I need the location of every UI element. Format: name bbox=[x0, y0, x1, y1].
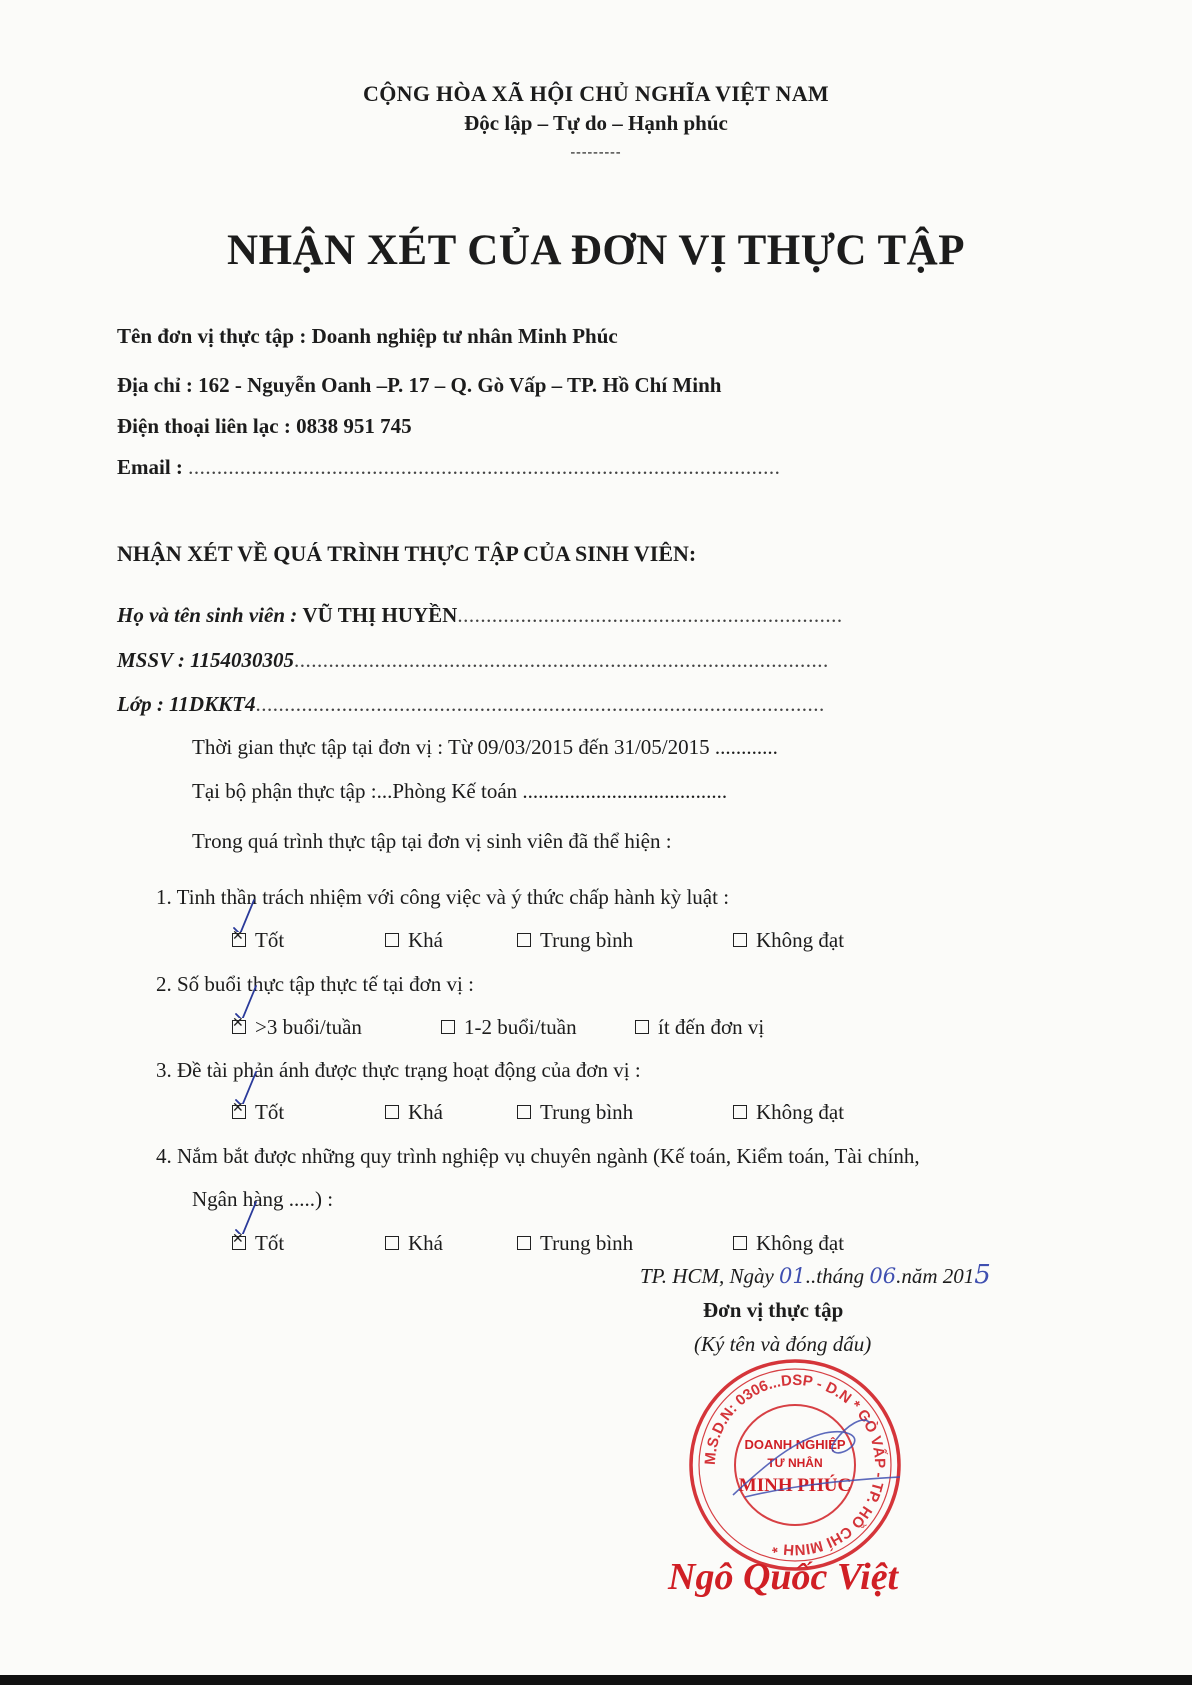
checkbox-icon bbox=[733, 1236, 747, 1250]
header-divider: --------- bbox=[570, 145, 622, 160]
unit-phone: Điện thoại liên lạc : 0838 951 745 bbox=[117, 414, 412, 438]
signature-note: (Ký tên và đóng dấu) bbox=[694, 1332, 872, 1356]
checkbox-icon bbox=[517, 933, 531, 947]
svg-text:M.S.D.N: 0306...DSP - D.N * GÒ: M.S.D.N: 0306...DSP - D.N * GÒ VẤP - TP. HỒ CHÍ MINH * bbox=[701, 1371, 889, 1559]
checkbox-icon bbox=[733, 933, 747, 947]
student-name-value: VŨ THỊ HUYỀN bbox=[302, 603, 458, 627]
student-class-value: 11DKKT4 bbox=[169, 692, 256, 716]
unit-address: Địa chỉ : 162 - Nguyễn Oanh –P. 17 – Q. Gò Vấp – TP. Hồ Chí Minh bbox=[117, 373, 722, 397]
pen-tick-icon bbox=[232, 1070, 258, 1104]
student-class-row bbox=[117, 692, 825, 717]
student-id-label: MSSV : bbox=[117, 648, 191, 672]
evaluation-intro: Trong quá trình thực tập tại đơn vị sinh viên đã thể hiện : bbox=[192, 829, 672, 853]
student-id-dots: ............................................................................................. bbox=[294, 648, 829, 672]
q1-option-fail[interactable]: Không đạt bbox=[733, 928, 844, 953]
handwritten-year-digit: 5 bbox=[974, 1260, 991, 1290]
company-seal-stamp bbox=[675, 1345, 915, 1585]
q3-option-fair[interactable]: Khá bbox=[385, 1100, 443, 1125]
q2-option-1-2[interactable]: 1-2 buổi/tuần bbox=[441, 1015, 577, 1040]
student-id-row bbox=[117, 648, 829, 673]
handwritten-day: 01 bbox=[779, 1264, 806, 1288]
q4-option-fail[interactable]: Không đạt bbox=[733, 1231, 844, 1256]
svg-text:TƯ NHÂN: TƯ NHÂN bbox=[767, 1456, 823, 1470]
signature-unit-label: Đơn vị thực tập bbox=[703, 1298, 844, 1322]
question-1: 1. Tinh thần trách nhiệm với công việc và ý thức chấp hành kỳ luật : bbox=[156, 885, 730, 909]
checkbox-checked-icon bbox=[232, 1105, 246, 1119]
student-class-label: Lớp : bbox=[117, 692, 170, 716]
q3-option-fail[interactable]: Không đạt bbox=[733, 1100, 844, 1125]
q4-option-good[interactable]: ✕Tốt bbox=[232, 1231, 284, 1256]
checkbox-icon bbox=[517, 1105, 531, 1119]
q1-option-good[interactable]: ✕Tốt bbox=[232, 928, 284, 953]
checkbox-icon bbox=[733, 1105, 747, 1119]
pen-tick-icon bbox=[232, 1200, 258, 1234]
checkbox-icon bbox=[517, 1236, 531, 1250]
email-label: Email : bbox=[117, 455, 189, 479]
question-3: 3. Đề tài phản ánh được thực trạng hoạt động của đơn vị : bbox=[156, 1058, 641, 1082]
svg-text:MINH PHÚC: MINH PHÚC bbox=[738, 1475, 852, 1496]
document-title: NHẬN XÉT CỦA ĐƠN VỊ THỰC TẬP bbox=[227, 227, 965, 274]
q1-option-fair[interactable]: Khá bbox=[385, 928, 443, 953]
unit-name: Tên đơn vị thực tập : Doanh nghiệp tư nhân Minh Phúc bbox=[117, 324, 618, 348]
checkbox-icon bbox=[385, 1105, 399, 1119]
handwritten-month: 06 bbox=[869, 1264, 897, 1288]
national-title: CỘNG HÒA XÃ HỘI CHỦ NGHĨA VIỆT NAM bbox=[363, 81, 829, 106]
signature-date: TP. HCM, Ngày 01..tháng 06.năm 2015 bbox=[640, 1260, 991, 1290]
checkbox-checked-icon bbox=[232, 933, 246, 947]
svg-text:DOANH NGHIỆP: DOANH NGHIỆP bbox=[744, 1437, 846, 1452]
internship-period: Thời gian thực tập tại đơn vị : Từ 09/03/2015 đến 31/05/2015 ............ bbox=[192, 735, 778, 759]
q1-option-average[interactable]: Trung bình bbox=[517, 928, 633, 953]
section-title: NHẬN XÉT VỀ QUÁ TRÌNH THỰC TẬP CỦA SINH VIÊN: bbox=[117, 541, 697, 566]
q4-option-fair[interactable]: Khá bbox=[385, 1231, 443, 1256]
question-4: 4. Nắm bắt được những quy trình nghiệp vụ chuyên ngành (Kế toán, Kiểm toán, Tài chính, bbox=[156, 1144, 920, 1168]
pen-tick-icon bbox=[232, 984, 258, 1018]
internship-department: Tại bộ phận thực tập :...Phòng Kế toán ....................................... bbox=[192, 779, 728, 803]
student-name-label: Họ và tên sinh viên : bbox=[117, 603, 303, 627]
q4-option-average[interactable]: Trung bình bbox=[517, 1231, 633, 1256]
checkbox-icon bbox=[635, 1020, 649, 1034]
pen-tick-icon bbox=[230, 898, 256, 932]
q3-option-good[interactable]: ✕Tốt bbox=[232, 1100, 284, 1125]
q2-option-rarely[interactable]: ít đến đơn vị bbox=[635, 1015, 764, 1040]
national-motto: Độc lập – Tự do – Hạnh phúc bbox=[464, 111, 728, 135]
q2-option-more-than-3[interactable]: ✕>3 buổi/tuần bbox=[232, 1015, 362, 1040]
email-dots: ....................................................................................................... bbox=[188, 455, 781, 479]
checkbox-checked-icon bbox=[232, 1236, 246, 1250]
student-id-value: 1154030305 bbox=[190, 648, 294, 672]
checkbox-icon bbox=[441, 1020, 455, 1034]
student-name-dots: ................................................................... bbox=[457, 603, 843, 627]
checkbox-icon bbox=[385, 1236, 399, 1250]
student-name-row bbox=[117, 603, 843, 628]
checkbox-icon bbox=[385, 933, 399, 947]
question-4-continued: Ngân hàng .....) : bbox=[192, 1187, 334, 1211]
unit-email bbox=[117, 455, 780, 480]
signer-name: Ngô Quốc Việt bbox=[668, 1556, 899, 1598]
checkbox-checked-icon bbox=[232, 1020, 246, 1034]
question-2: 2. Số buổi thực tập thực tế tại đơn vị : bbox=[156, 972, 474, 996]
student-class-dots: ................................................................................................... bbox=[255, 692, 825, 716]
q3-option-average[interactable]: Trung bình bbox=[517, 1100, 633, 1125]
scan-bottom-edge bbox=[0, 1675, 1192, 1685]
